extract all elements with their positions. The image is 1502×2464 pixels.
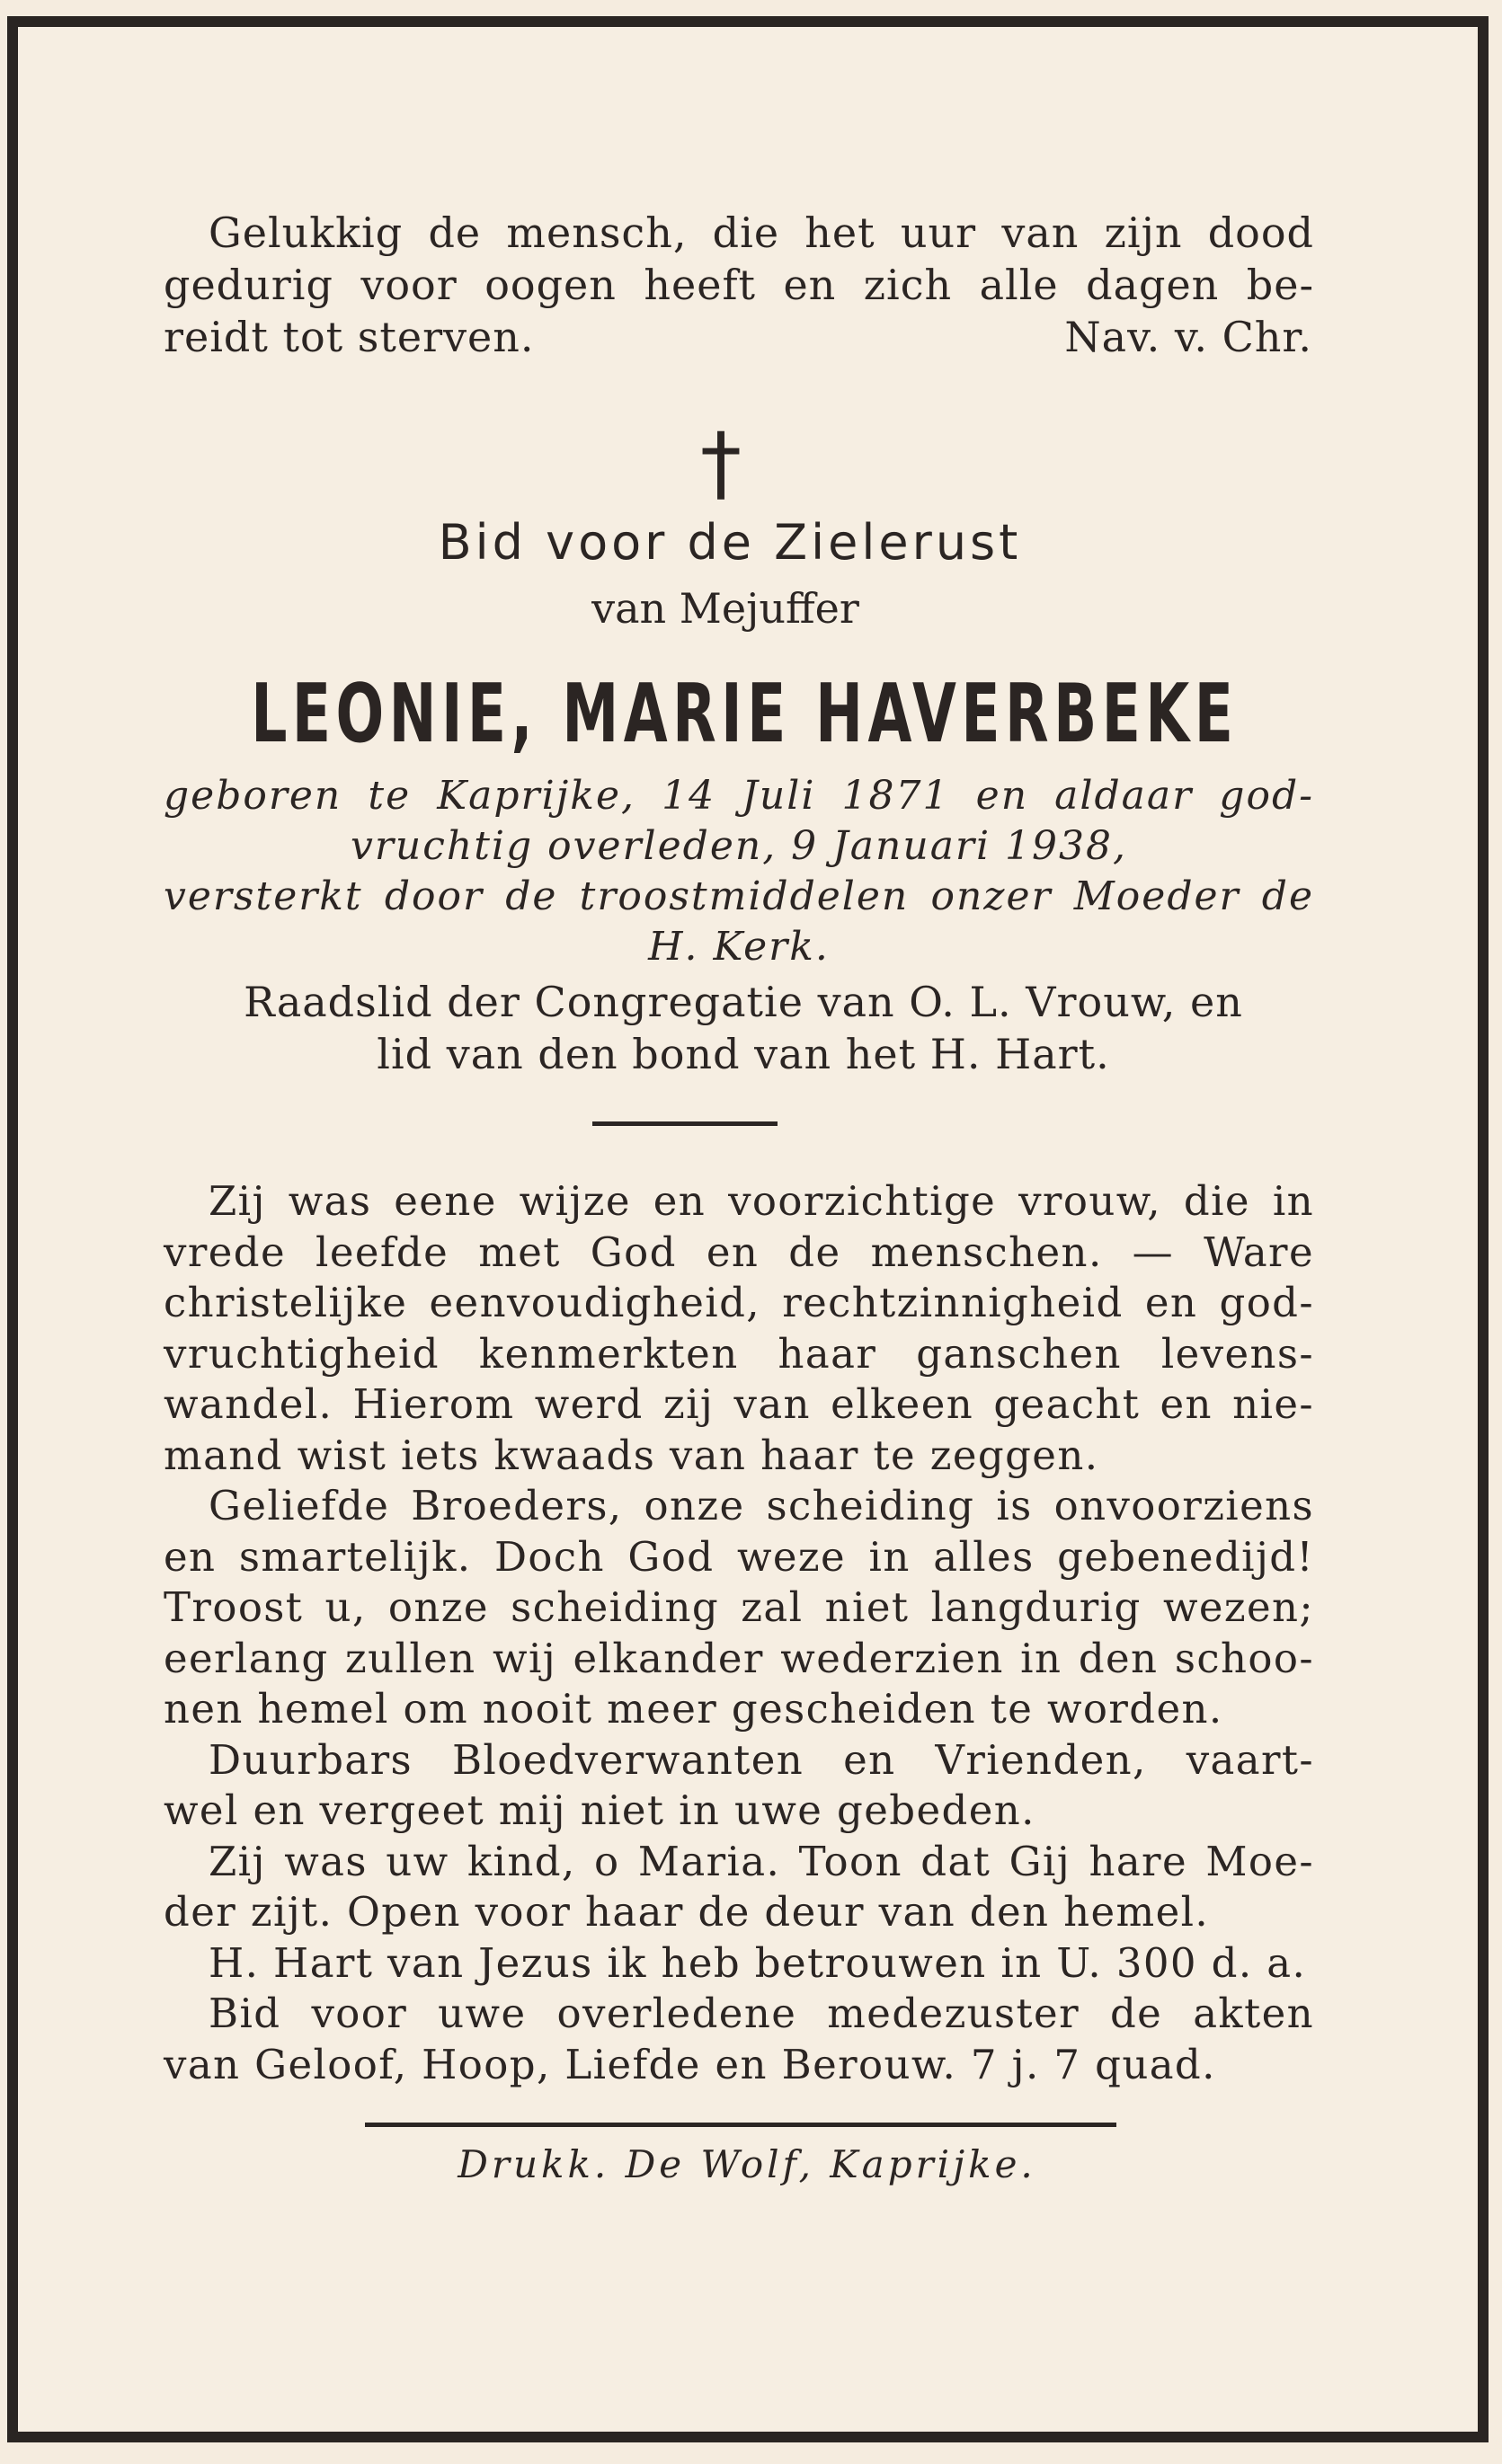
body-line: Duurbars Bloedverwanten en Vrienden, vaart- [209,1735,1314,1784]
body-text [164,1176,1314,2090]
body-line: H. Hart van Jezus ik heb betrouwen in U. 300 d. a. [209,1938,1307,1987]
paragraph [164,1176,1314,1481]
birth-line: vruchtig overleden, 9 Januari 1938, [351,823,1127,869]
cross-icon: † [700,415,742,511]
epigraph-line: Gelukkig de mensch, die het uur van zijn dood [209,208,1314,257]
body-line: van Geloof, Hoop, Liefde en Berouw. 7 j. 7 quad. [164,2040,1216,2088]
title-line: van Mejuffer [591,584,859,633]
paragraph [164,1989,1314,2090]
body-line: Geliefde Broeders, onze scheiding is onvoorziens [209,1482,1314,1529]
body-line: eerlang zullen wij elkander wederzien in den schoo- [164,1634,1314,1682]
body-line: Zij was eene wijze en voorzichtige vrouw, die in [209,1177,1314,1225]
birth-line: geboren te Kaprijke, 14 Juli 1871 en aldaar god- [164,773,1314,819]
body-line: christelijke eenvoudigheid, rechtzinnigheid en god- [164,1279,1314,1326]
printer-imprint: Drukk. De Wolf, Kaprijke. [458,2142,1036,2186]
epigraph-attribution: Nav. v. Chr. [1064,313,1312,361]
deceased-name: LEONIE, MARIE HAVERBEKE [251,667,1239,761]
epigraph-line: gedurig voor oogen heeft en zich alle dagen be- [164,261,1314,309]
paragraph [164,1735,1314,1837]
role-line: lid van den bond van het H. Hart. [377,1030,1110,1078]
body-line: vrede leefde met God en de menschen. — Ware [164,1228,1314,1276]
body-line: en smartelijk. Doch God weze in alles gebenedijd! [164,1532,1314,1581]
prayer-heading: Bid voor de Zielerust [438,514,1022,571]
body-line: Bid voor uwe overledene medezuster de akten [209,1990,1314,2037]
birth-line: versterkt door de troostmiddelen onzer Moeder de [164,873,1314,919]
divider-long [365,2123,1116,2127]
paragraph [164,1837,1314,1938]
body-line: wandel. Hierom werd zij van elkeen geacht en nie- [164,1380,1314,1428]
role-line: Raadslid der Congregatie van O. L. Vrouw, en [244,978,1243,1026]
body-line: Zij was uw kind, o Maria. Toon dat Gij hare Moe- [209,1837,1314,1885]
birth-line: H. Kerk. [648,924,830,970]
paragraph [164,1481,1314,1735]
epigraph-line: reidt tot sterven. [164,313,535,361]
body-line: wel en vergeet mij niet in uwe gebeden. [164,1786,1035,1834]
body-line: vruchtigheid kenmerkten haar ganschen levens- [164,1329,1314,1378]
paragraph [164,1938,1314,1990]
body-line: Troost u, onze scheiding zal niet langdurig wezen; [164,1583,1314,1631]
card-content [164,207,1314,2190]
epigraph [164,207,1314,363]
body-line: mand wist iets kwaads van haar te zeggen. [164,1431,1099,1479]
birth-death-details [164,771,1314,972]
membership-details [173,976,1314,1080]
divider-short [592,1121,778,1126]
body-line: der zijt. Open voor haar de deur van den hemel. [164,1888,1210,1936]
body-line: nen hemel om nooit meer gescheiden te worden. [164,1685,1223,1733]
